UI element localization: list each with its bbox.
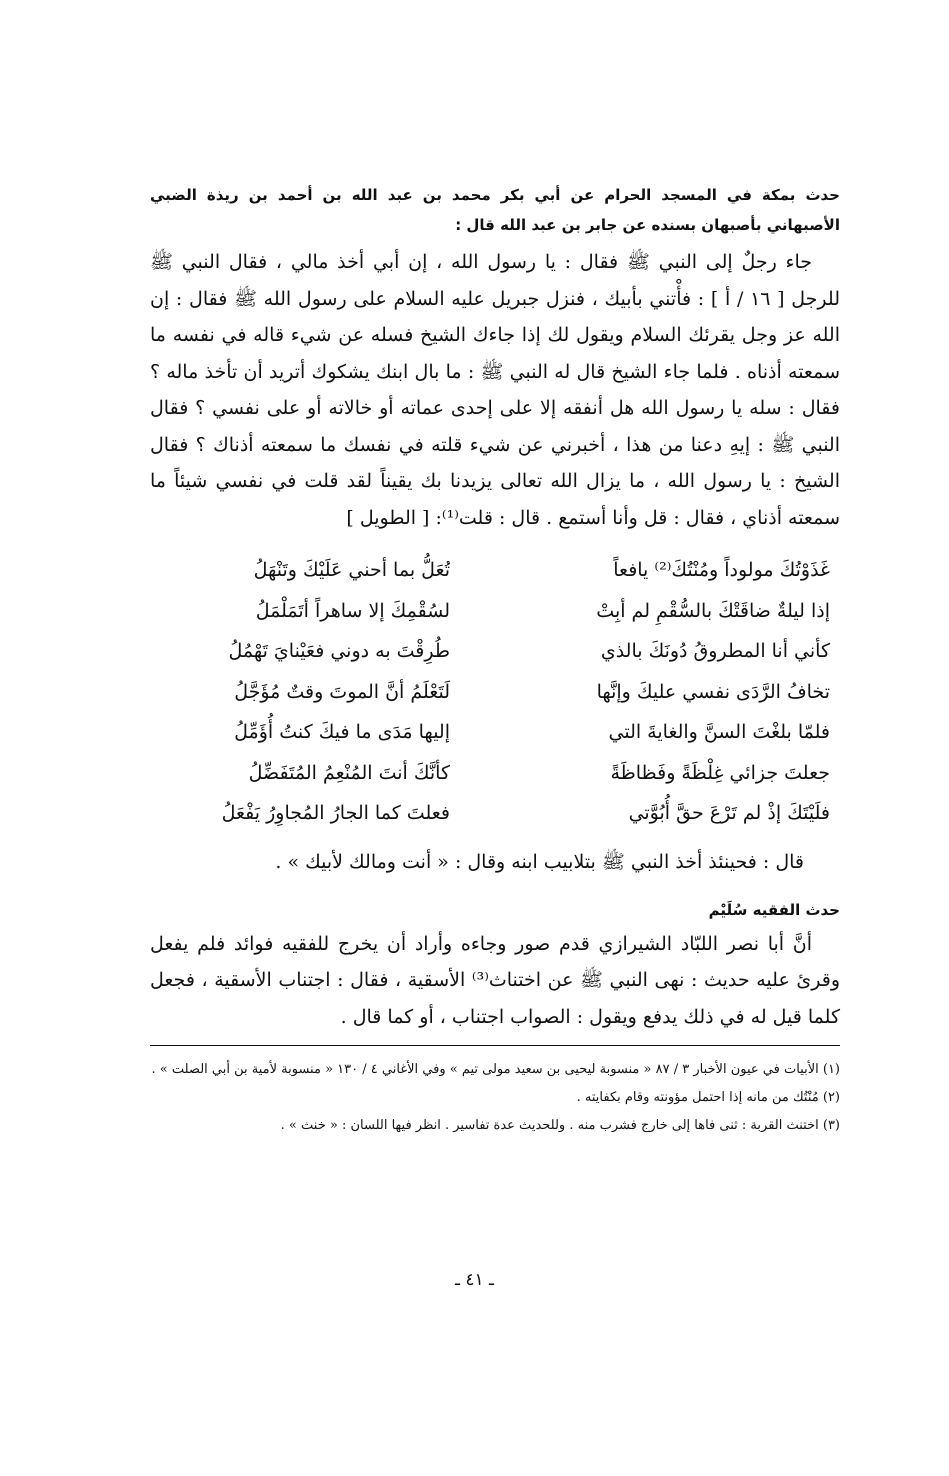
verse-first-hemistich: فلمّا بلغْتَ السنَّ والغايةَ التي	[608, 721, 830, 743]
footnote-divider	[150, 1045, 840, 1046]
verse-second-hemistich: لَتَعْلَمُ أنَّ الموتَ وقتٌ مُؤَجَّلُ	[234, 680, 450, 703]
verse-line	[150, 550, 840, 591]
footnote-3: (٣) اختنث القربة : ثنى فاها إلى خارج فشرب منه . وللحديث عدة تفاسير . انظر فيها اللسان : « خنث » .	[280, 1118, 840, 1133]
verse-line	[150, 793, 840, 834]
section-subheading: حدث الفقيه سُلَيْم	[708, 900, 840, 919]
verse-second-hemistich: إليها مَدَى ما فيكَ كنتُ أُؤَمِّلُ	[234, 721, 450, 743]
verse-line	[150, 672, 840, 713]
isnad-heading: حدث بمكة في المسجد الحرام عن أبي بكر محمد بن عبد الله بن أحمد بن ريذة الضبي الأصبهاني بأصبهان بسنده عن جابر بن عبد الله قال :	[150, 186, 840, 234]
verse-first-hemistich: إذا ليلةٌ ضاقَتْكَ بالسُّقْمِ لم أبِتْ	[596, 599, 830, 622]
poem	[150, 550, 840, 834]
second-paragraph	[150, 926, 840, 1036]
hadith-text: جاء رجلٌ إلى النبي ﷺ فقال : يا رسول الله ، إن أبي أخذ مالي ، فقال النبي ﷺ للرجل [ ١٦ / أ ] : فأْتني بأبيك ، فنزل جبريل عليه السلام على رسول الله ﷺ فقال : إن الله عز وجل يقرئك السلام ويقول لك إذا جاءك الشيخ فسله عن شيء قاله في نفسه ما سمعته أذناه . فلما جاء الشيخ قال له النبي ﷺ : ما بال ابنك يشكوك أتريد أن تأخذ ماله ؟ فقال : سله يا رسول الله هل أنفقه إلا على إحدى عماته أو خالاته أو على نفسي ؟ فقال النبي ﷺ : إيهِ دعنا من هذا ، أخبرني عن شيء قلته في نفسك ما سمعته أذناك ؟ فقال الشيخ : يا رسول الله ، ما يزال الله تعالى يزيدنا بك يقيناً لقد قلت في نفسي شيئاً ما سمعته أذناي ، فقال : قل وأنا أستمع . قال : قلت⁽¹⁾: [ الطويل ]	[150, 251, 840, 529]
verse-second-hemistich: لسُقْمِكَ إلا ساهراً أتَمَلْمَلُ	[255, 599, 450, 622]
verse-second-hemistich: كأنَّكَ أنتَ المُنْعِمُ المُتَفَضِّلُ	[248, 761, 450, 784]
verse-second-hemistich: تُعَلُّ بما أحني عَلَيْكَ وتَنْهَلُ	[253, 559, 450, 581]
page-number: ـ ٤١ ـ	[454, 1270, 495, 1290]
hadith-paragraph	[150, 244, 840, 536]
verse-first-hemistich: كأني أنا المطروقُ دُونَكَ بالذي	[600, 640, 830, 662]
verse-second-hemistich: طُرِقْتَ به دوني فعَيْنايَ تَهْمُلُ	[228, 640, 450, 662]
verse-first-hemistich: جعلتَ جزائي غِلْظَةً وفَظاظَةً	[610, 761, 830, 784]
second-paragraph-text: أنَّ أبا نصر اللبّاد الشيرازي قدم صور وجاءه وأراد أن يخرج للفقيه فوائد فلم يفعل وقرئ عليه حديث : نهى النبي ﷺ عن اختناث⁽³⁾ الأسقية ، فقال : اجتناب الأسقية ، فجعل كلما قيل له في ذلك يدفع ويقول : الصواب اجتناب ، أو كما قال .	[150, 932, 840, 1028]
footnote-1: (١) الأبيات في عيون الأخبار ٣ / ٨٧ « منسوبة ليحيى بن سعيد مولى تيم » وفي الأغاني ٤ / ١٣٠ « منسوبة لأمية بن أبي الصلت » .	[151, 1062, 840, 1077]
page-body	[150, 180, 840, 1140]
closing-line: قال : فحينئذ أخذ النبي ﷺ بتلابيب ابنه وقال : « أنت ومالك لأبيك » .	[275, 850, 804, 873]
verse-line	[150, 591, 840, 632]
verse-line	[150, 712, 840, 753]
verse-second-hemistich: فعلتَ كما الجارُ المُجاوِرُ يَفْعَلُ	[221, 802, 450, 824]
footnote-2: (٢) مُنْتُك من مانه إذا احتمل مؤونته وقام بكفايته .	[576, 1090, 840, 1105]
verse-line	[150, 631, 840, 672]
verse-first-hemistich: فلَيْتَكَ إذْ لم تَرْعَ حقَّ أُبُوَّتي	[628, 802, 830, 824]
verse-line	[150, 753, 840, 794]
verse-first-hemistich: غَذَوْتُكَ مولوداً ومُنْتُكَ⁽²⁾ يافعاً	[613, 559, 830, 581]
verse-first-hemistich: تخافُ الرَّدَى نفسي عليكَ وإنَّها	[596, 680, 830, 703]
